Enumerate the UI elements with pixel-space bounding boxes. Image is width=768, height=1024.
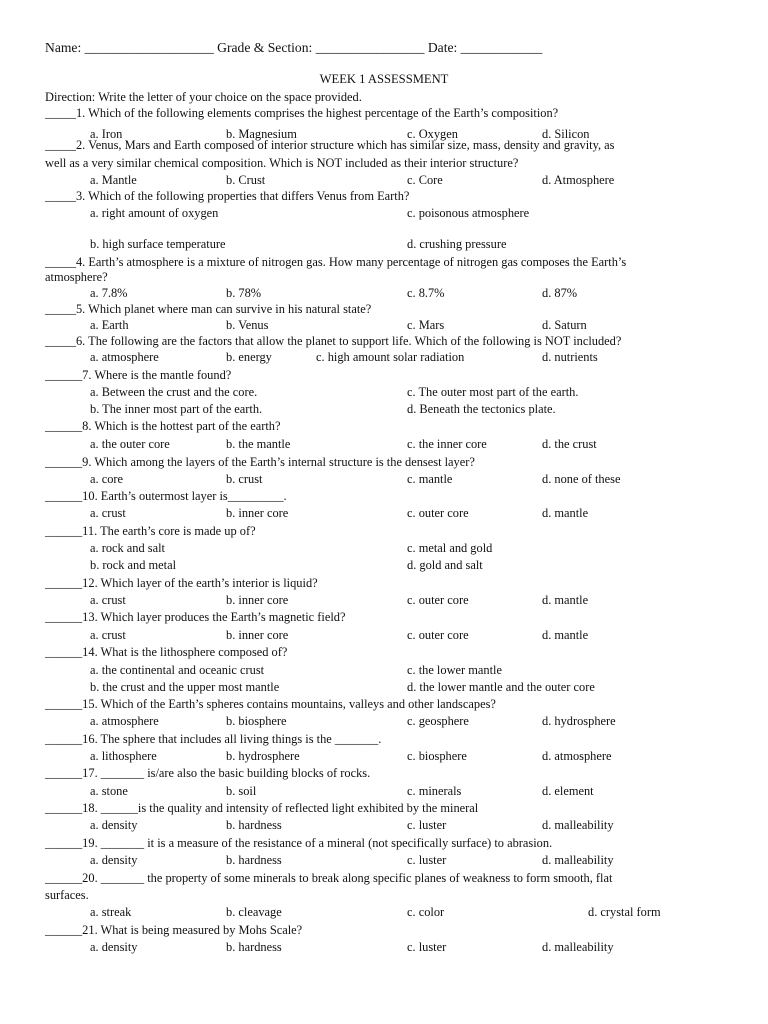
question-17-option: d. element — [542, 784, 594, 798]
question-16-stem: ______16. The sphere that includes all living things is the _______. — [45, 732, 382, 746]
question-14-option: b. the crust and the upper most mantle — [90, 680, 280, 694]
question-14-option: d. the lower mantle and the outer core — [407, 680, 595, 694]
question-12-option: d. mantle — [542, 593, 589, 607]
question-10-stem: ______10. Earth’s outermost layer is_________. — [45, 489, 287, 503]
question-18-option: c. luster — [407, 818, 447, 832]
question-5-option: a. Earth — [90, 318, 129, 332]
question-21-option: a. density — [90, 940, 138, 954]
question-18-stem: ______18. ______is the quality and intensity of reflected light exhibited by the mineral — [45, 801, 479, 815]
question-2-option: a. Mantle — [90, 173, 137, 187]
question-8-option: c. the inner core — [407, 437, 487, 451]
question-21-option: b. hardness — [226, 940, 282, 954]
question-13-option: c. outer core — [407, 628, 469, 642]
question-10-option: b. inner core — [226, 506, 289, 520]
question-2-option: b. Crust — [226, 173, 266, 187]
question-12-option: c. outer core — [407, 593, 469, 607]
question-7-option: c. The outer most part of the earth. — [407, 385, 579, 399]
question-9-option: c. mantle — [407, 472, 453, 486]
direction-text: Direction: Write the letter of your choice on the space provided. — [45, 90, 362, 104]
question-1-option: c. Oxygen — [407, 127, 458, 141]
question-5-option: d. Saturn — [542, 318, 587, 332]
question-10-option: a. crust — [90, 506, 126, 520]
question-20-stem-continued: surfaces. — [45, 888, 89, 902]
question-6-option: a. atmosphere — [90, 350, 159, 364]
question-17-option: c. minerals — [407, 784, 462, 798]
question-2-stem: _____2. Venus, Mars and Earth composed of interior structure which has similar size, mass, density and gravity, as — [45, 138, 615, 152]
question-5-option: b. Venus — [226, 318, 269, 332]
question-11-option: a. rock and salt — [90, 541, 166, 555]
question-7-option: d. Beneath the tectonics plate. — [407, 402, 556, 416]
question-13-option: d. mantle — [542, 628, 589, 642]
question-14-option: a. the continental and oceanic crust — [90, 663, 265, 677]
page-title: WEEK 1 ASSESSMENT — [319, 72, 449, 86]
question-16-option: a. lithosphere — [90, 749, 157, 763]
question-16-option: c. biosphere — [407, 749, 467, 763]
question-3-option: a. right amount of oxygen — [90, 206, 219, 220]
question-2-stem-continued: well as a very similar chemical composition. Which is NOT included as their interior structure? — [45, 156, 519, 170]
question-4-stem-continued: atmosphere? — [45, 270, 108, 284]
question-15-option: b. biosphere — [226, 714, 287, 728]
question-11-stem: ______11. The earth’s core is made up of? — [45, 524, 256, 538]
question-21-stem: ______21. What is being measured by Mohs Scale? — [45, 923, 303, 937]
question-12-option: b. inner core — [226, 593, 289, 607]
question-17-option: b. soil — [226, 784, 257, 798]
question-6-option: b. energy — [226, 350, 272, 364]
question-8-option: d. the crust — [542, 437, 597, 451]
question-17-option: a. stone — [90, 784, 128, 798]
question-5-option: c. Mars — [407, 318, 445, 332]
question-19-option: b. hardness — [226, 853, 282, 867]
question-19-option: d. malleability — [542, 853, 614, 867]
question-10-option: c. outer core — [407, 506, 469, 520]
question-19-stem: ______19. _______ it is a measure of the resistance of a mineral (not specifically surface) to abrasion. — [45, 836, 553, 850]
question-2-option: c. Core — [407, 173, 443, 187]
question-13-stem: ______13. Which layer produces the Earth’s magnetic field? — [45, 610, 346, 624]
question-10-option: d. mantle — [542, 506, 589, 520]
question-19-option: a. density — [90, 853, 138, 867]
question-15-stem: ______15. Which of the Earth’s spheres contains mountains, valleys and other landscapes? — [45, 697, 496, 711]
question-12-stem: ______12. Which layer of the earth’s interior is liquid? — [45, 576, 318, 590]
question-8-option: b. the mantle — [226, 437, 291, 451]
question-17-stem: ______17. _______ is/are also the basic building blocks of rocks. — [45, 766, 371, 780]
question-9-stem: ______9. Which among the layers of the Earth’s internal structure is the densest layer? — [45, 455, 475, 469]
question-7-option: b. The inner most part of the earth. — [90, 402, 263, 416]
question-20-option: d. crystal form — [588, 905, 661, 919]
question-4-option: d. 87% — [542, 286, 578, 300]
question-20-option: c. color — [407, 905, 445, 919]
question-1-option: b. Magnesium — [226, 127, 297, 141]
question-15-option: a. atmosphere — [90, 714, 159, 728]
question-21-option: c. luster — [407, 940, 447, 954]
question-9-option: b. crust — [226, 472, 263, 486]
question-4-option: b. 78% — [226, 286, 262, 300]
question-6-stem: _____6. The following are the factors that allow the planet to support life. Which of the following is NOT included? — [45, 334, 622, 348]
question-3-option: b. high surface temperature — [90, 237, 226, 251]
question-1-option: a. Iron — [90, 127, 123, 141]
question-6-option: d. nutrients — [542, 350, 598, 364]
question-13-option: b. inner core — [226, 628, 289, 642]
question-7-option: a. Between the crust and the core. — [90, 385, 258, 399]
question-11-option: d. gold and salt — [407, 558, 483, 572]
question-3-stem: _____3. Which of the following properties that differs Venus from Earth? — [45, 189, 410, 203]
question-9-option: d. none of these — [542, 472, 621, 486]
question-9-option: a. core — [90, 472, 124, 486]
question-19-option: c. luster — [407, 853, 447, 867]
question-8-stem: ______8. Which is the hottest part of the earth? — [45, 419, 281, 433]
question-21-option: d. malleability — [542, 940, 614, 954]
question-14-stem: ______14. What is the lithosphere composed of? — [45, 645, 288, 659]
question-20-stem: ______20. _______ the property of some minerals to break along specific planes of weakness to form smooth, flat — [45, 871, 613, 885]
question-14-option: c. the lower mantle — [407, 663, 502, 677]
question-18-option: d. malleability — [542, 818, 614, 832]
question-16-option: d. atmosphere — [542, 749, 612, 763]
question-5-stem: _____5. Which planet where man can survive in his natural state? — [45, 302, 372, 316]
question-15-option: c. geosphere — [407, 714, 469, 728]
student-info-header: Name: ___________________ Grade & Section: ________________ Date: ____________ — [45, 40, 543, 55]
question-20-option: b. cleavage — [226, 905, 282, 919]
question-18-option: b. hardness — [226, 818, 282, 832]
question-16-option: b. hydrosphere — [226, 749, 300, 763]
question-4-option: a. 7.8% — [90, 286, 128, 300]
question-18-option: a. density — [90, 818, 138, 832]
question-3-option: d. crushing pressure — [407, 237, 507, 251]
question-11-option: c. metal and gold — [407, 541, 493, 555]
question-7-stem: ______7. Where is the mantle found? — [45, 368, 232, 382]
question-8-option: a. the outer core — [90, 437, 170, 451]
question-6-option: c. high amount solar radiation — [316, 350, 465, 364]
question-11-option: b. rock and metal — [90, 558, 177, 572]
question-1-option: d. Silicon — [542, 127, 590, 141]
question-1-stem: _____1. Which of the following elements comprises the highest percentage of the Earth’s composition? — [45, 106, 559, 120]
question-4-stem: _____4. Earth’s atmosphere is a mixture of nitrogen gas. How many percentage of nitrogen gas composes the Earth’s — [45, 255, 627, 269]
question-20-option: a. streak — [90, 905, 132, 919]
question-3-option: c. poisonous atmosphere — [407, 206, 530, 220]
question-15-option: d. hydrosphere — [542, 714, 616, 728]
question-4-option: c. 8.7% — [407, 286, 445, 300]
question-2-option: d. Atmosphere — [542, 173, 615, 187]
question-12-option: a. crust — [90, 593, 126, 607]
question-13-option: a. crust — [90, 628, 126, 642]
